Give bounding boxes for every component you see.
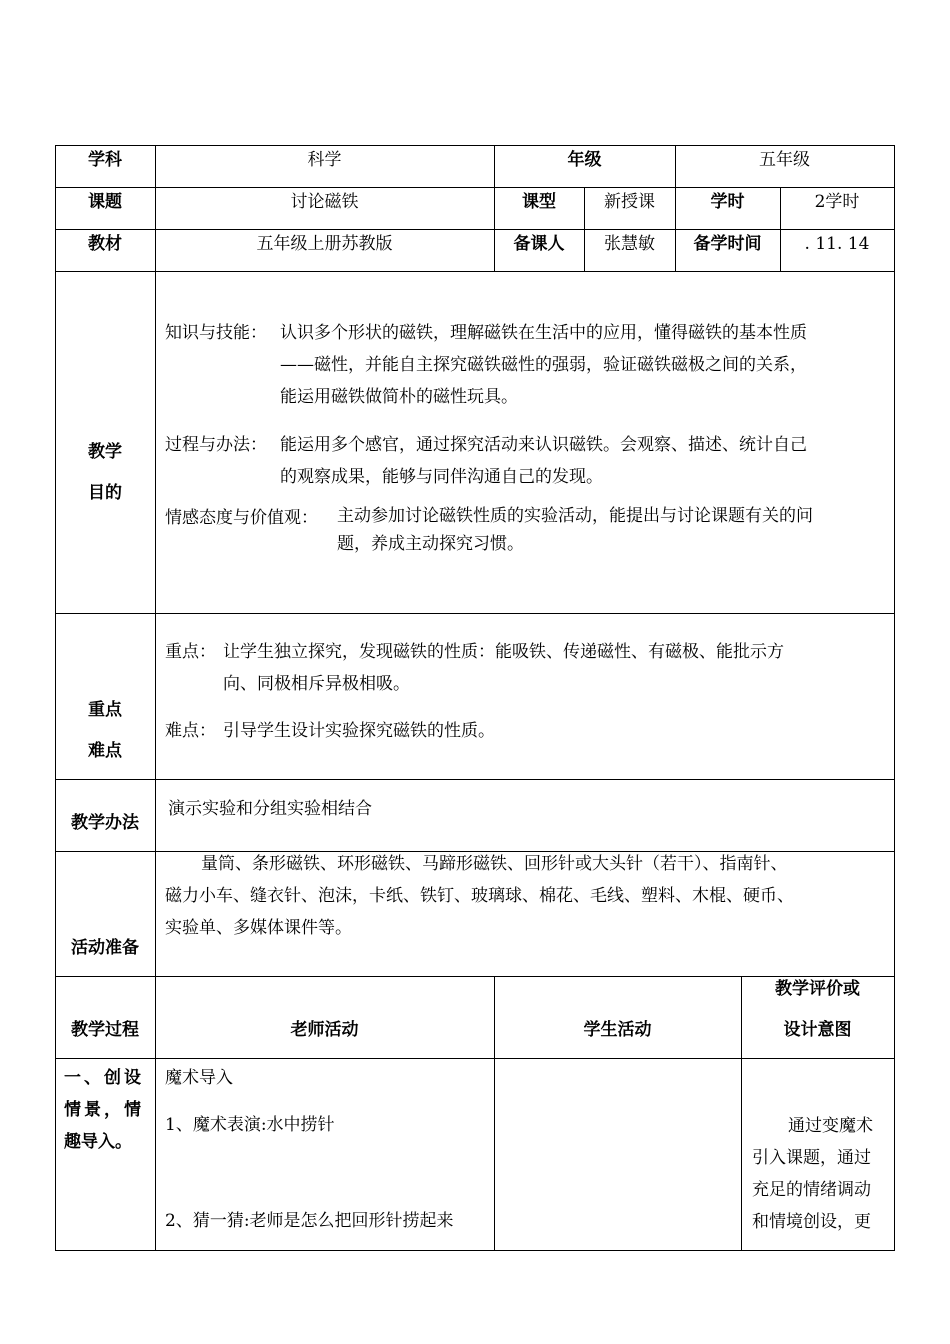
grade-label: 年级 — [567, 150, 602, 170]
subject-label: 学科 — [88, 150, 122, 170]
table-rule — [55, 1058, 895, 1059]
table-border-top — [55, 145, 895, 146]
evaluation-header-line2: 设计意图 — [783, 1020, 852, 1040]
hours-value: 2学时 — [814, 192, 860, 212]
knowledge-line: 认识多个形状的磁铁，理解磁铁在生活中的应用，懂得磁铁的基本性质 — [280, 323, 807, 343]
step1-title-line: 一、创设 — [64, 1068, 144, 1088]
emotion-line: 题，养成主动探究习惯。 — [337, 534, 524, 554]
step1-teacher-item1: 1、魔术表演:水中捞针 — [165, 1115, 335, 1135]
step1-teacher-intro: 魔术导入 — [165, 1068, 233, 1088]
topic-label: 课题 — [88, 192, 122, 212]
method-value: 演示实验和分组实验相结合 — [168, 799, 372, 819]
table-rule — [55, 271, 895, 272]
table-rule — [55, 229, 895, 230]
material-label: 教材 — [88, 234, 122, 254]
table-rule-vertical — [494, 976, 495, 1250]
preparer-value: 张慧敏 — [604, 234, 655, 254]
emotion-line: 主动参加讨论磁铁性质的实验活动，能提出与讨论课题有关的问 — [337, 506, 813, 526]
knowledge-line: 能运用磁铁做简朴的磁性玩具。 — [280, 387, 518, 407]
table-rule — [55, 779, 895, 780]
evaluation-line: 引入课题，通过 — [752, 1148, 871, 1168]
preparation-line: 实验单、多媒体课件等。 — [165, 918, 352, 938]
student-activity-header: 学生活动 — [583, 1020, 652, 1040]
table-rule-vertical — [741, 976, 742, 1250]
knowledge-prefix: 知识与技能： — [165, 323, 267, 343]
preparer-label: 备课人 — [513, 234, 565, 254]
evaluation-line: 充足的情绪调动 — [752, 1180, 871, 1200]
key-text — [223, 636, 784, 700]
key-line: 向、同极相斥异极相吸。 — [223, 674, 410, 694]
evaluation-line: 通过变魔术 — [788, 1116, 873, 1136]
preparation-line: 磁力小车、缝衣针、泡沫，卡纸、铁钉、玻璃球、棉花、毛线、塑料、木棍、硬币、 — [165, 886, 794, 906]
method-label: 教学办法 — [71, 813, 139, 833]
objectives-label-line1: 教学 — [88, 442, 122, 462]
step1-evaluation — [752, 1110, 873, 1238]
step1-title-line: 趣导入。 — [64, 1132, 132, 1152]
topic-value: 讨论磁铁 — [290, 192, 359, 212]
step1-teacher-item2: 2、猜一猜:老师是怎么把回形针捞起来 — [165, 1211, 454, 1231]
emotion-prefix: 情感态度与价值观： — [165, 508, 318, 528]
table-rule — [55, 613, 895, 614]
step1-title — [64, 1062, 144, 1158]
material-value: 五年级上册苏教版 — [256, 234, 393, 254]
subject-value: 科学 — [307, 150, 342, 170]
type-label: 课型 — [522, 192, 556, 212]
type-value: 新授课 — [604, 192, 655, 212]
table-border-left — [55, 145, 56, 1250]
difficult-line: 引导学生设计实验探究磁铁的性质。 — [223, 721, 495, 741]
evaluation-header-line1: 教学评价或 — [775, 979, 860, 999]
table-rule — [55, 976, 895, 977]
hours-label: 学时 — [710, 192, 745, 212]
evaluation-line: 和情境创设，更 — [752, 1212, 871, 1232]
process-prefix: 过程与办法： — [165, 435, 267, 455]
preparation-text — [165, 848, 794, 944]
table-rule — [55, 187, 895, 188]
preparation-label: 活动准备 — [71, 938, 139, 958]
difficult-prefix: 难点： — [165, 721, 216, 741]
grade-value: 五年级 — [759, 150, 810, 170]
process-header-label: 教学过程 — [71, 1020, 139, 1040]
preparation-line: 量筒、条形磁铁、环形磁铁、马蹄形磁铁、回形针或大头针（若干）、指南针、 — [201, 854, 788, 874]
step1-title-line: 情景，情 — [64, 1100, 144, 1120]
process-line: 的观察成果，能够与同伴沟通自己的发现。 — [280, 467, 603, 487]
key-prefix: 重点： — [165, 642, 216, 662]
process-text — [280, 429, 807, 493]
table-rule-vertical — [155, 145, 156, 1250]
teacher-activity-header: 老师活动 — [290, 1020, 359, 1040]
knowledge-text — [280, 317, 807, 413]
key-line: 让学生独立探究，发现磁铁的性质：能吸铁、传递磁性、有磁极、能批示方 — [223, 642, 784, 662]
prep-time-label: 备学时间 — [693, 234, 762, 254]
emotion-text — [337, 502, 813, 558]
knowledge-line: ——磁性，并能自主探究磁铁磁性的强弱，验证磁铁磁极之间的关系， — [280, 355, 807, 375]
table-border-bottom — [55, 1250, 895, 1251]
table-border-right — [894, 145, 895, 1250]
keypoints-label-line1: 重点 — [88, 700, 122, 720]
keypoints-label-line2: 难点 — [88, 741, 122, 761]
objectives-label-line2: 目的 — [88, 483, 122, 503]
process-line: 能运用多个感官，通过探究活动来认识磁铁。会观察、描述、统计自己 — [280, 435, 807, 455]
prep-time-value: . 11. 14 — [804, 234, 870, 254]
